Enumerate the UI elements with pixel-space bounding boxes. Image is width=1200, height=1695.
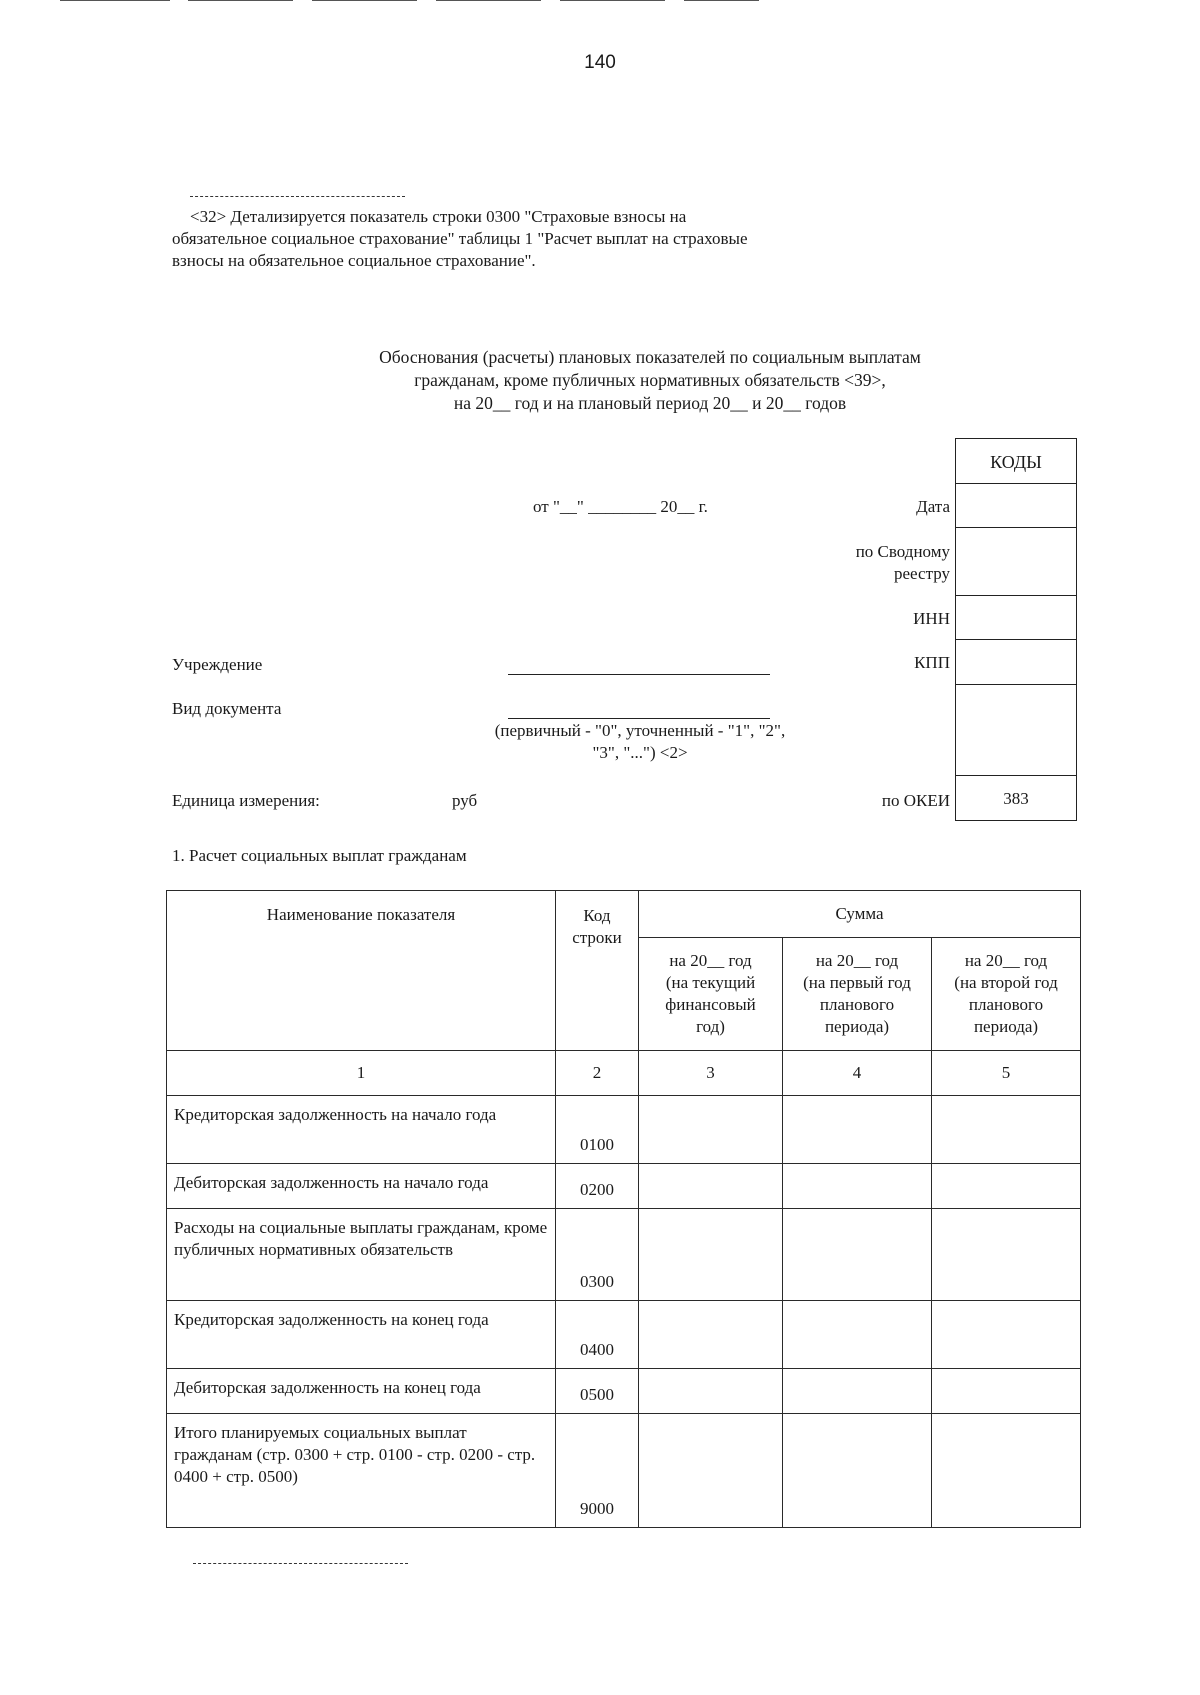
form-title-line-2: гражданам, кроме публичных нормативных обязательств <39>, — [414, 370, 886, 390]
row-code: 0100 — [556, 1096, 639, 1164]
code-inn-field[interactable] — [955, 596, 1077, 640]
kpp-label: КПП — [914, 653, 950, 672]
row-name: Кредиторская задолженность на начало года — [167, 1096, 556, 1164]
column-number: 2 — [556, 1051, 639, 1096]
value-cell[interactable] — [783, 1164, 932, 1209]
footnote-line-1: <32> Детализируется показатель строки 0300 "Страховые взносы на — [190, 207, 687, 226]
row-code: 0300 — [556, 1209, 639, 1301]
first-year-l3: планового — [819, 995, 895, 1014]
value-cell[interactable] — [932, 1164, 1081, 1209]
col-header-code-line-2: строки — [572, 928, 622, 947]
unit-value: руб — [452, 791, 478, 810]
footnote-line-2: обязательное социальное страхование" таблицы 1 "Расчет выплат на страховые — [172, 229, 748, 248]
value-cell[interactable] — [932, 1301, 1081, 1369]
form-title — [250, 346, 1050, 415]
inn-label: ИНН — [913, 609, 950, 628]
value-cell[interactable] — [639, 1209, 783, 1301]
table-row — [167, 1209, 1081, 1301]
second-year-l4: периода) — [973, 1017, 1039, 1036]
form-title-line-1: Обоснования (расчеты) плановых показателей по социальным выплатам — [379, 347, 921, 367]
table-row — [167, 1164, 1081, 1209]
registry-label — [780, 541, 950, 585]
value-cell[interactable] — [932, 1096, 1081, 1164]
row-code: 0400 — [556, 1301, 639, 1369]
column-number: 1 — [167, 1051, 556, 1096]
top-rule-4 — [436, 0, 541, 1]
footnote-separator — [190, 196, 405, 197]
table-row — [167, 1369, 1081, 1414]
column-number: 4 — [783, 1051, 932, 1096]
second-year-l2: (на второй год — [954, 973, 1058, 992]
institution-label: Учреждение — [172, 655, 263, 674]
row-name: Расходы на социальные выплаты гражданам, кроме публичных нормативных обязательств — [167, 1209, 556, 1301]
column-numbers-row — [167, 1051, 1081, 1096]
first-year-l4: периода) — [824, 1017, 890, 1036]
section-title: 1. Расчет социальных выплат гражданам — [172, 846, 467, 865]
col-header-second-plan-year — [932, 938, 1081, 1051]
okei-value: 383 — [1003, 789, 1029, 808]
value-cell[interactable] — [783, 1369, 932, 1414]
col-header-code-line-1: Код — [583, 906, 611, 925]
registry-label-line-1: по Сводному — [855, 542, 950, 561]
table-row — [167, 1301, 1081, 1369]
col-header-code — [556, 891, 639, 1051]
registry-label-line-2: реестру — [894, 564, 950, 583]
code-kpp-field[interactable] — [955, 640, 1077, 685]
col-header-name: Наименование показателя — [167, 891, 556, 1051]
code-doctype-field[interactable] — [955, 685, 1077, 776]
value-cell[interactable] — [639, 1301, 783, 1369]
row-code: 9000 — [556, 1414, 639, 1528]
top-rule-5 — [560, 0, 665, 1]
value-cell[interactable] — [932, 1414, 1081, 1528]
row-name: Кредиторская задолженность на конец года — [167, 1301, 556, 1369]
bottom-footnote-separator — [193, 1563, 408, 1564]
codes-title: КОДЫ — [955, 438, 1077, 484]
table-row — [167, 1414, 1081, 1528]
value-cell[interactable] — [639, 1164, 783, 1209]
row-code: 0200 — [556, 1164, 639, 1209]
value-cell[interactable] — [932, 1209, 1081, 1301]
footnote-line-3: взносы на обязательное социальное страхование". — [172, 251, 536, 270]
unit-label: Единица измерения: — [172, 791, 320, 810]
col-header-first-plan-year — [783, 938, 932, 1051]
code-registry-field[interactable] — [955, 528, 1077, 596]
first-year-l2: (на первый год — [803, 973, 911, 992]
column-number: 3 — [639, 1051, 783, 1096]
row-name: Итого планируемых социальных выплат гражданам (стр. 0300 + стр. 0100 - стр. 0200 - стр. 0400 + стр. 0500) — [167, 1414, 556, 1528]
current-year-l3: финансовый — [665, 995, 756, 1014]
row-code: 0500 — [556, 1369, 639, 1414]
value-cell[interactable] — [783, 1096, 932, 1164]
current-year-l2: (на текущий — [665, 973, 756, 992]
second-year-l1: на 20__ год — [964, 951, 1048, 970]
document-date-line[interactable]: от "__" ________ 20__ г. — [533, 497, 708, 516]
doc-type-hint-line-2: "3", "...") <2> — [592, 743, 688, 762]
okei-label: по ОКЕИ — [881, 791, 950, 810]
institution-field[interactable] — [508, 674, 770, 675]
date-label: Дата — [916, 497, 950, 516]
current-year-l1: на 20__ год — [669, 951, 752, 970]
value-cell[interactable] — [783, 1414, 932, 1528]
form-title-line-3: на 20__ год и на плановый период 20__ и 20__ годов — [453, 393, 847, 413]
table-row — [167, 1096, 1081, 1164]
value-cell[interactable] — [639, 1369, 783, 1414]
col-header-current-year — [639, 938, 783, 1051]
value-cell[interactable] — [932, 1369, 1081, 1414]
doc-type-hint — [440, 720, 840, 764]
doc-type-hint-line-1: (первичный - "0", уточненный - "1", "2", — [494, 721, 786, 740]
social-payments-table — [166, 890, 1081, 1528]
value-cell[interactable] — [783, 1209, 932, 1301]
value-cell[interactable] — [783, 1301, 932, 1369]
row-name: Дебиторская задолженность на начало года — [167, 1164, 556, 1209]
top-rule-1 — [60, 0, 170, 1]
footnote — [172, 206, 892, 272]
value-cell[interactable] — [639, 1414, 783, 1528]
code-okei-field — [955, 776, 1077, 821]
value-cell[interactable] — [639, 1096, 783, 1164]
second-year-l3: планового — [968, 995, 1044, 1014]
col-header-sum: Сумма — [639, 891, 1081, 938]
doc-type-field[interactable] — [508, 718, 770, 719]
top-rule-2 — [188, 0, 293, 1]
code-date-field[interactable] — [955, 484, 1077, 528]
doc-type-label: Вид документа — [172, 699, 282, 718]
first-year-l1: на 20__ год — [815, 951, 899, 970]
column-number: 5 — [932, 1051, 1081, 1096]
current-year-l4: год) — [696, 1017, 725, 1036]
top-rule-3 — [312, 0, 417, 1]
row-name: Дебиторская задолженность на конец года — [167, 1369, 556, 1414]
top-rule-6 — [684, 0, 759, 1]
codes-box — [955, 438, 1077, 821]
page-number: 140 — [584, 52, 616, 73]
